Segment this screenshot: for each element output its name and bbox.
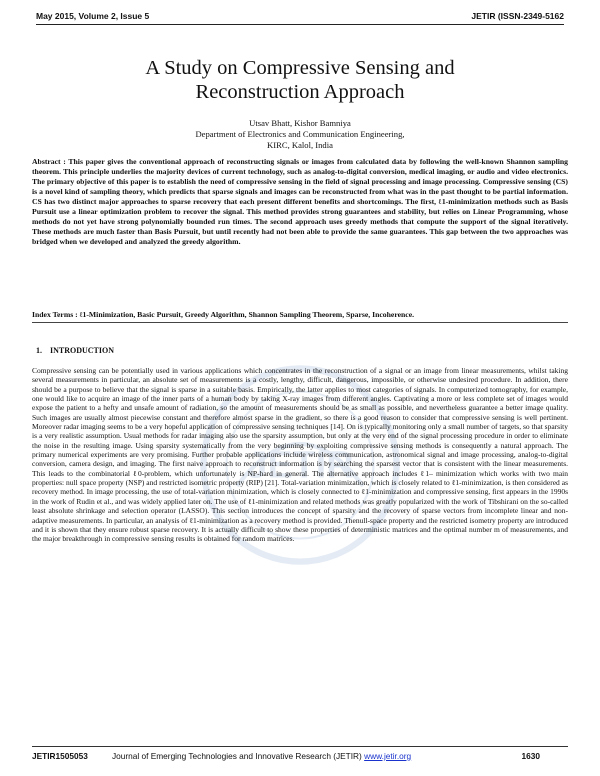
author-department: Department of Electronics and Communication Engineering, <box>195 129 405 139</box>
index-terms-text: ℓ1-Minimization, Basic Pursuit, Greedy Algorithm, Shannon Sampling Theorem, Sparse, Incoherence. <box>79 310 415 319</box>
page-footer <box>32 746 568 762</box>
section-number: 1. <box>36 346 42 355</box>
header-rule <box>36 24 564 25</box>
introduction-paragraph: Compressive sensing can be potentially used in various applications which concentrates in the reconstruction of a signal or an image from linear measurements, whilst taking several measurements in particular, an absolute set of measurements is a costly, lengthy, difficult, dangerous, impossible, or otherwise undesired procedure. In addition, there should be a purpose to believe that the signal is sparse in a suitable basis. Empirically, the latter applies to most categories of signals. In computerized tomography, for example, one would like to acquire an image of the inner parts of a human body by taking X-ray images from different angles. Captivating a more or less complete set of images would expose the patient to a hefty and unsafe amount of radiation, so the amount of measurements should be as small as possible, and nevertheless guarantee a better image quality. Such images are usually almost piecewise constant and therefore almost sparse in the gradient, so there is a good reason to consider that compressive sensing is well pertinent. Moreover radar imaging seems to be a very hopeful application of compressive sensing techniques [14]. On is typically monitoring only a small number of targets, so that sparsity is a very realistic assumption. Usual methods for radar imaging also use the sparsity assumption, but only at the very end of the signal processing procedure in order to eliminate the noise in the resulting image. Using sparsity systematically from the very beginning by exploiting compressive sensing methods is consequently a natural approach. The primary numerical experiments are very promising. Further probable applications include wireless communication, astronomical signal and image processing, analog-to-digital conversion, camera design, and imaging. The first naive approach to reconstruct information is by searching the sparsest vector that is consistent with the linear measurements. This leads to the combinatorial ℓ0-problem, which unfortunately is NP-hard in general. The alternative approach includes ℓ1– minimization which works with two main properties: null space property (NSP) and restricted isometric property (RIP) [21]. Total-variation minimization, which is closely related to ℓ1-minimization, is then considered as recovery method. In image processing, the use of total-variation minimization, which is closely connected to ℓ1-minimization and compressive sensing, first appears in the 1990s in the work of Rudin et al., and was widely applied later on. The use of ℓ1-minimization and related methods was greatly popularized with the work of Tibshirani on the so-called least absolute shrinkage and selection operator (LASSO). This section introduces the concept of sparsity and the recovery of sparse vectors from incomplete linear and non-adaptive measurements. In particular, an analysis of ℓ1-minimization as a recovery method is provided. Thenull-space property and the restricted isometry property are introduced and it is shown that they ensure robust sparse recovery. It is actually difficult to show these properties of deterministic matrices and the optimal number m of measurements, and the major breakthrough in compressive sensing results is obtained for random matrices. <box>32 366 568 544</box>
keywords-rule <box>32 322 568 323</box>
abstract <box>32 157 568 247</box>
introduction-body <box>32 366 568 544</box>
issue-info: May 2015, Volume 2, Issue 5 <box>36 11 150 21</box>
running-header <box>36 9 564 25</box>
index-terms <box>32 310 568 320</box>
journal-title: Journal of Emerging Technologies and Innovative Research (JETIR) <box>112 751 362 761</box>
journal-issn: JETIR (ISSN-2349-5162 <box>471 11 564 21</box>
watermark-text: JETIR <box>246 444 354 487</box>
paper-id: JETIR1505053 <box>32 751 88 761</box>
journal-name <box>112 751 411 761</box>
abstract-label: Abstract : <box>32 157 66 166</box>
author-location: KIRC, Kalol, India <box>267 140 333 150</box>
author-block <box>100 118 500 151</box>
title-line-1: A Study on Compressive Sensing and <box>145 57 455 79</box>
index-terms-label: Index Terms : <box>32 310 78 319</box>
journal-url-link[interactable]: www.jetir.org <box>364 751 412 761</box>
page-number: 1630 <box>521 751 540 761</box>
footer-rule <box>32 746 568 747</box>
author-names: Utsav Bhatt, Kishor Bamniya <box>249 118 351 128</box>
paper-title <box>70 56 530 104</box>
section-title: INTRODUCTION <box>50 346 115 355</box>
abstract-text: This paper gives the conventional approach of reconstructing signals or images from calculated data by following the well-known Shannon sampling theorem. This principle underlies the majority devices of current technology, such as analog-to-digital conversion, medical imaging, or audio and video electronics. The primary objective of this paper is to establish the need of compressive sensing in the field of signal processing and image processing. Compressive sensing (CS) is a novel kind of sampling theory, which predicts that sparse signals and images can be reconstructed from what was in the past thought to be partial information. CS has two distinct major approaches to sparse recovery that each present different benefits and shortcomings. The first, ℓ1-minimization methods such as Basis Pursuit use a linear optimization problem to recover the signal. This method provides strong guarantees and stability, but relies on Linear Programming, whose methods do not yet have strong polynomially bounded run times. The second approach uses greedy methods that compute the support of the signal iteratively. These methods are much faster than Basis Pursuit, but until recently had not been able to provide the same guarantees. This gap between the two approaches was bridged when we developed and analyzed the greedy algorithm. <box>32 157 568 246</box>
section-heading <box>36 346 114 355</box>
title-line-2: Reconstruction Approach <box>195 81 405 103</box>
